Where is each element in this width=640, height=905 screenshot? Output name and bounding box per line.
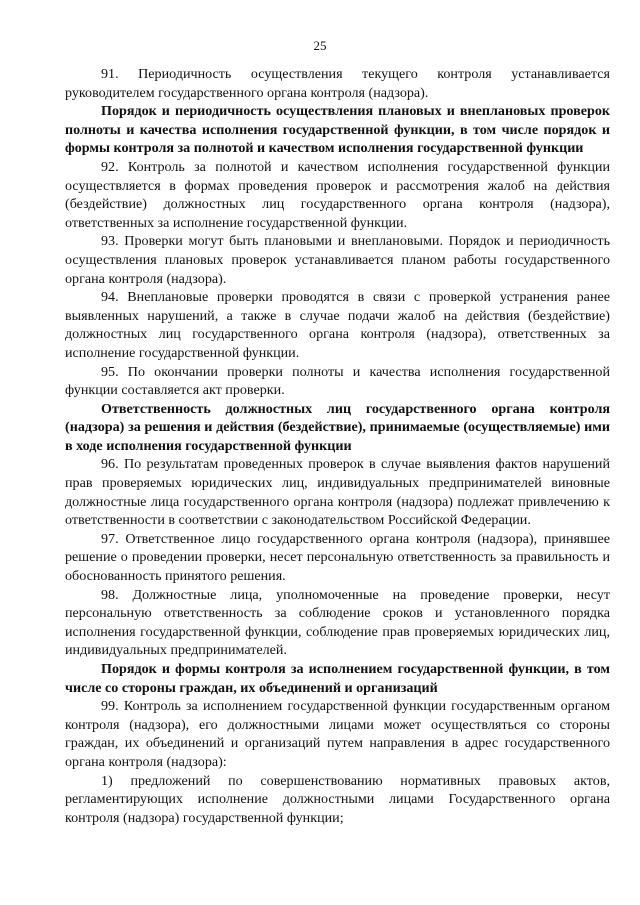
section-heading-responsibility: Ответственность должностных лиц государственного органа контроля (надзора) за решения и действия (бездействие), принимаемые (осуществляемые) ими в ходе исполнения государственной функции bbox=[65, 400, 610, 454]
section-heading-inspections: Порядок и периодичность осуществления плановых и внеплановых проверок полноты и качества исполнения государственной функции, в том числе порядок и формы контроля за полнотой и качеством исполнения государственной функции bbox=[65, 103, 610, 157]
paragraph-99: 99. Контроль за исполнением государственной функции государственным органом контроля (надзора), его должностными лицами может осуществляться со стороны граждан, их объединений и организаций путем направления в адрес государственного органа контроля (надзора): bbox=[65, 698, 610, 770]
list-item-1: 1) предложений по совершенствованию нормативных правовых актов, регламентирующих исполнение должностными лицами Государственного органа контроля (надзора) государственной функции; bbox=[65, 772, 610, 826]
paragraph-93: 93. Проверки могут быть плановыми и внеплановыми. Порядок и периодичность осуществления плановых проверок устанавливается планом работы государственного органа контроля (надзора). bbox=[65, 233, 610, 287]
paragraph-92: 92. Контроль за полнотой и качеством исполнения государственной функции осуществляется в формах проведения проверок и рассмотрения жалоб на действия (бездействие) должностных лиц государственного органа контроля (надзора), ответственных за исполнение государственной функции. bbox=[65, 158, 610, 231]
page-body bbox=[65, 65, 610, 827]
paragraph-94: 94. Внеплановые проверки проводятся в связи с проверкой устранения ранее выявленных нарушений, а также в случае подачи жалоб на действия (бездействие) должностных лиц государственного органа контроля (надзора), ответственных за исполнение государственной функции. bbox=[65, 289, 610, 361]
paragraph-98: 98. Должностные лица, уполномоченные на проведение проверки, несут персональную ответственность за соблюдение сроков и установленного порядка исполнения государственной функции, соблюдение прав проверяемых юридических лиц, индивидуальных предпринимателей. bbox=[65, 586, 610, 659]
page-number: 25 bbox=[313, 38, 327, 53]
paragraph-95: 95. По окончании проверки полноты и качества исполнения государственной функции составляется акт проверки. bbox=[65, 363, 610, 399]
paragraph-97: 97. Ответственное лицо государственного органа контроля (надзора), принявшее решение о проведении проверки, несет персональную ответственность за правильность и обоснованность принятого решения. bbox=[65, 530, 610, 585]
section-heading-public-control: Порядок и формы контроля за исполнением государственной функции, в том числе со стороны граждан, их объединений и организаций bbox=[65, 661, 610, 696]
paragraph-91: 91. Периодичность осуществления текущего контроля устанавливается руководителем государственного органа контроля (надзора). bbox=[65, 66, 610, 101]
paragraph-96: 96. По результатам проведенных проверок в случае выявления фактов нарушений прав проверяемых юридических лиц, индивидуальных предпринимателей виновные должностные лица государственного органа контроля (надзора) подлежат привлечению к ответственности в соответствии с законодательством Российской Федерации. bbox=[65, 456, 610, 529]
